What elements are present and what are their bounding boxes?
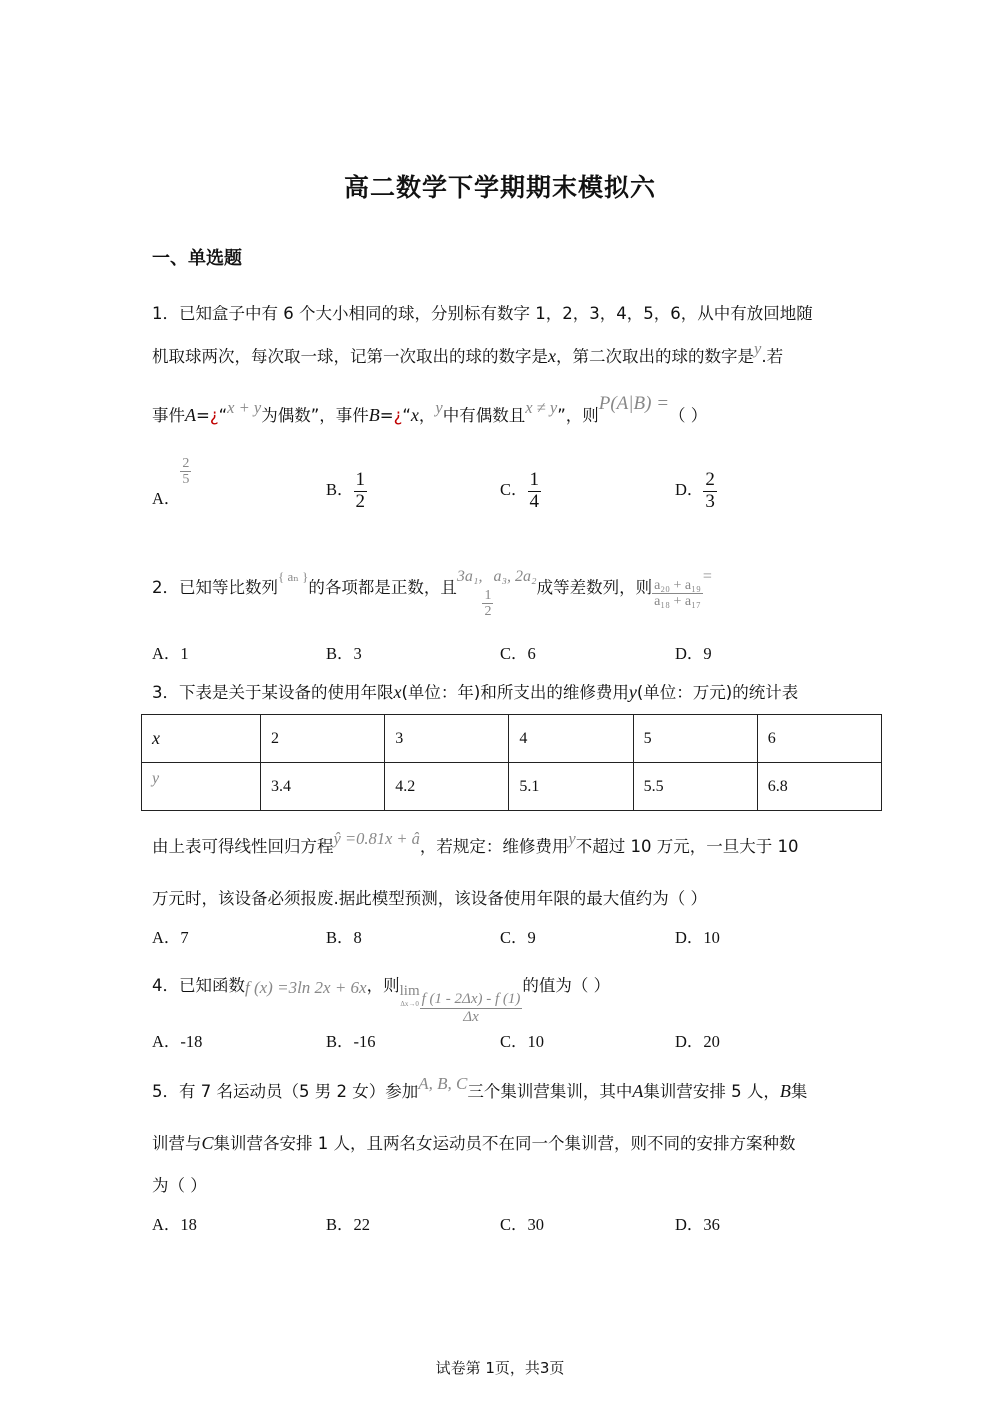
q3-intro [152,679,798,703]
q3-option-a: A．7 [152,928,189,947]
q1-text: 事件 [152,406,185,425]
q4-limit-fraction: $\frac{f (1 - 2\Delta x) - f (1)}{\Delta x}$ [421,991,521,1025]
q3-statistics-table [141,714,882,811]
q4-text: 4．已知函数 [152,976,245,995]
q5-camps: A, B, C [418,1074,468,1093]
q5-text: 训营与 [152,1134,202,1153]
q1-var-x: x [410,405,419,425]
q2-text: 成等差数列，则 [536,578,653,597]
q1-text: 为偶数”，事件 [261,406,369,425]
q2-option-c: C．6 [500,644,536,663]
table-cell: 3.4 [261,763,385,811]
q3-var-y: y [568,829,576,848]
q2-term-3a1: 3a₁, [456,568,483,585]
q4-line [152,962,610,1025]
q2-option-a: A．1 [152,644,189,663]
q2-term-half: $\frac{1}{2}$ [484,588,492,620]
q1-text: ，第二次取出的球的数字是 [556,347,754,366]
q1-option-a-fraction: $\frac{2}{5}$ [182,456,190,488]
q1-equals: = [379,406,394,425]
q1-option-d: D． $\frac{2}{3}$ [675,469,715,512]
q1-text: ”，则 [557,406,599,425]
q4-function: f (x) =3ln 2x + 6x [245,978,367,997]
q3-text: 3．下表是关于某设备的使用年限 [152,683,394,702]
q1-option-c-fraction: $\frac{1}{4}$ [529,469,540,512]
table-cell: 3 [385,715,509,763]
q5-option-d: D．36 [675,1215,720,1234]
q1-var-y: y [754,339,762,358]
q1-event-a: A [185,405,196,425]
q4-option-a: A．-18 [152,1032,203,1051]
q1-line-1: 1．已知盒子中有 6 个大小相同的球，分别标有数字 1，2，3，4，5，6，从中有放回地随 [152,304,813,323]
q3-text: (单位：万元)的统计表 [636,683,799,702]
q1-var-x: x [548,346,556,366]
q2-equals: = [702,568,712,585]
q5-line-3: 为（ ） [152,1176,207,1195]
q2-text: 的各项都是正数，且 [308,578,457,597]
q1-text: 中有偶数且 [442,406,526,425]
q5-line-1 [152,1074,808,1102]
q1-equals: = [196,406,210,425]
q5-text: 5．有 7 名运动员（5 男 2 女）参加 [152,1082,419,1101]
q1-option-d-fraction: $\frac{2}{3}$ [705,469,715,512]
table-cell: 6 [757,715,881,763]
table-row [142,715,882,763]
table-cell: 5.1 [509,763,633,811]
q2-option-b: B．3 [326,644,362,663]
q1-event-b: B [368,405,380,425]
q3-var-x: x [393,682,402,702]
q5-option-b: B．22 [326,1215,371,1234]
q1-glyph: ¿ [209,406,219,425]
q5-text: 三个集训营集训，其中 [467,1082,633,1101]
q1-glyph: ¿ [393,406,403,425]
table-cell: 5 [633,715,757,763]
table-cell: 4.2 [385,763,509,811]
q1-text: .若 [761,347,784,366]
table-cell: 6.8 [757,763,881,811]
q1-option-a: A． $\frac{2}{5}$ [152,456,190,508]
q1-var-y: y [435,398,443,417]
q5-camp-a: A [632,1081,644,1101]
q3-option-b: B．8 [326,928,362,947]
q5-text: 集训营安排 5 人， [643,1082,780,1101]
q4-text: 的值为（ ） [522,976,611,995]
q3-var-y: y [628,682,637,702]
q2-option-d: D．9 [675,644,712,663]
q2-ratio: $\frac{\text{a₂₀ + a₁₉}}{\text{a₁₈ + a₁₇}}$ [654,578,701,610]
q1-line-3 [152,393,708,427]
q1-line-2 [152,339,784,367]
q3-option-c: C．9 [500,928,536,947]
table-cell: 5.5 [633,763,757,811]
q5-text: 集训营各安排 1 人，且两名女运动员不在同一个集训营，则不同的安排方案种数 [213,1134,796,1153]
q1-expr-x-plus-y: x + y [227,398,262,417]
q1-quote: “ [402,406,411,425]
q5-option-c: C．30 [500,1215,545,1234]
table-row [142,763,882,811]
q5-line-2 [152,1130,796,1154]
q3-text: 由上表可得线性回归方程 [152,837,334,856]
q3-regression-equation: ŷ =0.81x + â [333,829,420,848]
section-heading: 一、单选题 [152,248,242,269]
q5-camp-c: C [201,1133,214,1153]
q4-limit: lim Δx→0 [399,983,420,1008]
q2-line [152,562,712,620]
q2-term-a3-2a2: a₃, 2a₂ [493,568,537,585]
page-footer: 试卷第 1页，共3页 [435,1359,565,1377]
q4-option-c: C．10 [500,1032,545,1051]
q1-expr-x-neq-y: x ≠ y [525,398,558,417]
q1-option-b-fraction: $\frac{1}{2}$ [355,469,366,512]
q1-option-c: C． $\frac{1}{4}$ [500,469,540,512]
q5-camp-b: B [779,1081,791,1101]
q1-answer-blank: （ ） [669,406,708,425]
q3-line-3: 万元时，该设备必须报废.据此模型预测，该设备使用年限的最大值约为（ ） [152,889,707,908]
q5-option-a: A．18 [152,1215,197,1234]
q3-text: ，若规定：维修费用 [419,837,569,856]
q1-quote: “ [218,406,228,425]
table-cell: x [142,715,261,763]
q4-text: ，则 [366,976,400,995]
q1-text: 机取球两次，每次取一球，记第一次取出的球的数字是 [152,347,548,366]
page-title: 高二数学下学期期末模拟六 [343,173,656,202]
q2-sequence: { aₙ } [278,569,309,584]
table-cell: 4 [509,715,633,763]
q4-option-b: B．-16 [326,1032,376,1051]
q3-line-2 [152,829,799,857]
q5-text: 集 [790,1082,808,1101]
q1-option-b: B． $\frac{1}{2}$ [326,469,366,512]
table-cell: y [142,763,261,811]
table-cell: 2 [261,715,385,763]
q1-conditional-probability: P(A|B) = [598,393,670,414]
q3-text: 不超过 10 万元，一旦大于 10 [575,837,799,856]
q3-text: (单位：年)和所支出的维修费用 [401,683,629,702]
q3-option-d: D．10 [675,928,720,947]
q1-comma: ， [418,406,436,425]
q2-text: 2．已知等比数列 [152,578,278,597]
q4-option-d: D．20 [675,1032,720,1051]
